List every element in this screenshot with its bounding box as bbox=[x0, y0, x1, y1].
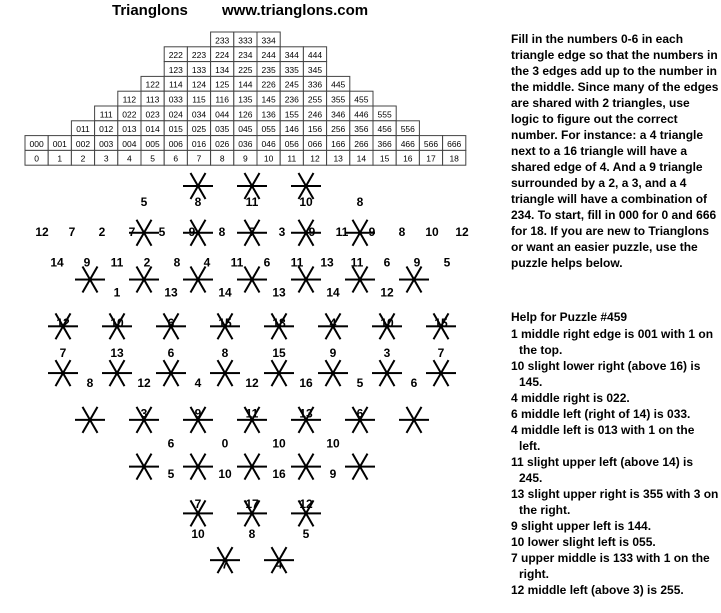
triangle-sum: 11 bbox=[230, 255, 244, 270]
combo-value: 355 bbox=[331, 94, 346, 105]
triangle-sum: 10 bbox=[299, 195, 313, 209]
combo-value: 222 bbox=[168, 50, 183, 61]
combo-value: 223 bbox=[191, 50, 207, 61]
help-item: 1 middle right edge is 001 with 1 on the top. bbox=[511, 327, 714, 357]
triangle-sum: 14 bbox=[50, 255, 64, 270]
triangle-sum: 2 bbox=[98, 225, 106, 240]
combo-value: 134 bbox=[215, 64, 230, 75]
combo-value: 012 bbox=[99, 124, 114, 135]
triangle-sum: 4 bbox=[203, 255, 211, 270]
triangle-sum: 13 bbox=[320, 255, 334, 270]
combo-value: 013 bbox=[122, 124, 137, 135]
combo-value: 556 bbox=[400, 124, 415, 135]
combo-value: 014 bbox=[145, 124, 160, 135]
combo-value: 112 bbox=[122, 94, 137, 105]
triangle-sum: 12 bbox=[245, 376, 259, 391]
combo-value: 225 bbox=[238, 64, 253, 75]
combo-value: 5 bbox=[150, 153, 155, 164]
triangle-sum: 5 bbox=[443, 255, 451, 270]
triangle-sum: 3 bbox=[383, 346, 391, 360]
combo-value: 125 bbox=[215, 79, 230, 90]
triangle-sum: 12 bbox=[455, 225, 469, 240]
combo-value: 466 bbox=[400, 138, 415, 149]
triangle-sum: 14 bbox=[218, 285, 232, 300]
triangle-sum: 6 bbox=[383, 255, 391, 270]
combo-value: 366 bbox=[377, 138, 392, 149]
combo-value: 003 bbox=[99, 138, 114, 149]
triangle-sum: 13 bbox=[164, 285, 178, 300]
triangle-sum: 12 bbox=[299, 497, 313, 511]
combo-value: 334 bbox=[261, 35, 276, 46]
triangle-sum: 12 bbox=[137, 376, 151, 391]
combo-value: 246 bbox=[307, 109, 323, 120]
combo-value: 335 bbox=[284, 64, 299, 75]
triangle-sum: 16 bbox=[299, 376, 313, 391]
combo-value: 555 bbox=[377, 109, 392, 120]
combo-value: 024 bbox=[168, 109, 183, 120]
combo-value: 566 bbox=[423, 138, 439, 149]
triangle-sum: 8 bbox=[221, 346, 229, 360]
combo-value: 256 bbox=[331, 124, 346, 135]
combo-value: 446 bbox=[354, 109, 369, 120]
triangle-sum: 13 bbox=[110, 346, 124, 360]
combo-value: 126 bbox=[238, 109, 253, 120]
triangle-sum: 13 bbox=[272, 285, 286, 300]
combo-value: 124 bbox=[191, 79, 207, 90]
triangle-sum: 8 bbox=[398, 225, 406, 240]
triangle-sum: 11 bbox=[350, 255, 364, 270]
combo-value: 136 bbox=[261, 109, 276, 120]
combo-value: 166 bbox=[331, 138, 346, 149]
combo-value: 344 bbox=[284, 50, 299, 61]
help-item: 11 slight upper left (above 14) is 245. bbox=[511, 455, 694, 485]
combo-value: 15 bbox=[379, 153, 390, 164]
combo-value: 17 bbox=[426, 153, 436, 164]
combo-value: 345 bbox=[307, 64, 323, 75]
combo-value: 025 bbox=[191, 124, 207, 135]
site-url: www.trianglons.com bbox=[222, 2, 369, 19]
triangle-sum: 6 bbox=[167, 346, 175, 360]
triangle-sum: 8 bbox=[86, 376, 94, 391]
help-item: 13 slight upper right is 355 with 3 on the right. bbox=[511, 487, 719, 517]
combo-value: 111 bbox=[99, 109, 113, 120]
combo-value: 066 bbox=[307, 138, 323, 149]
combo-value: 6 bbox=[173, 153, 179, 164]
triangle-sum: 11 bbox=[290, 255, 304, 270]
triangle-sum: 9 bbox=[329, 346, 337, 360]
help-item: 4 middle right is 022. bbox=[511, 391, 630, 405]
combo-value: 456 bbox=[377, 124, 392, 135]
triangle-sum: 0 bbox=[221, 436, 229, 451]
help-list bbox=[511, 326, 719, 598]
triangle-sum: 8 bbox=[248, 527, 256, 542]
combo-value: 336 bbox=[307, 79, 323, 90]
combo-value: 011 bbox=[76, 124, 90, 135]
combo-value: 046 bbox=[261, 138, 276, 149]
combo-value: 236 bbox=[284, 94, 299, 105]
combo-value: 001 bbox=[52, 138, 67, 149]
combo-value: 356 bbox=[354, 124, 369, 135]
triangle-sum: 7 bbox=[437, 346, 445, 360]
combo-value: 055 bbox=[261, 124, 276, 135]
triangle-sum: 15 bbox=[272, 346, 286, 360]
combo-value: 224 bbox=[215, 50, 230, 61]
triangle-sum: 2 bbox=[143, 255, 151, 270]
combo-value: 235 bbox=[261, 64, 276, 75]
triangle-sum: 9 bbox=[83, 255, 91, 270]
combo-value: 455 bbox=[354, 94, 369, 105]
triangle-sum: 4 bbox=[329, 315, 337, 330]
combo-value: 266 bbox=[354, 138, 369, 149]
combo-value: 035 bbox=[215, 124, 230, 135]
combo-value: 033 bbox=[168, 94, 183, 105]
combo-value: 244 bbox=[261, 50, 276, 61]
combo-value: 12 bbox=[310, 153, 320, 164]
triangle-sum: 5 bbox=[158, 225, 166, 240]
triangle-sum: 5 bbox=[167, 466, 175, 481]
triangle-sum: 8 bbox=[173, 255, 181, 270]
combo-value: 123 bbox=[168, 64, 183, 75]
combo-value: 045 bbox=[238, 124, 253, 135]
triangle-sum: 6 bbox=[167, 315, 175, 330]
combo-value: 036 bbox=[238, 138, 253, 149]
combo-value: 2 bbox=[80, 153, 86, 164]
triangle-sum: 11 bbox=[245, 195, 259, 209]
combo-value: 4 bbox=[127, 153, 132, 164]
triangle-sum: 12 bbox=[380, 285, 394, 300]
combo-value: 144 bbox=[238, 79, 253, 90]
triangle-sum: 10 bbox=[272, 436, 286, 451]
combo-value: 116 bbox=[215, 94, 229, 105]
triangle-sum: 9 bbox=[188, 225, 196, 240]
combo-value: 0 bbox=[34, 153, 39, 164]
combo-value: 13 bbox=[333, 153, 343, 164]
combo-value: 255 bbox=[307, 94, 323, 105]
combo-value: 115 bbox=[192, 94, 206, 105]
combo-value: 233 bbox=[215, 35, 230, 46]
triangle-sum: 7 bbox=[221, 557, 229, 572]
triangle-sum: 18 bbox=[272, 315, 286, 330]
combo-value: 156 bbox=[307, 124, 323, 135]
triangle-sum: 7 bbox=[194, 497, 202, 511]
triangle-sum: 8 bbox=[194, 195, 202, 209]
combo-value: 002 bbox=[75, 138, 91, 149]
combo-value: 023 bbox=[145, 109, 160, 120]
triangle-sum: 10 bbox=[380, 315, 394, 330]
combo-value: 18 bbox=[449, 153, 459, 164]
combo-value: 333 bbox=[238, 35, 253, 46]
combo-value: 016 bbox=[191, 138, 207, 149]
combo-value: 245 bbox=[284, 79, 299, 90]
triangle-sum: 13 bbox=[299, 406, 313, 421]
triangle-sum: 10 bbox=[218, 466, 232, 481]
triangle-sum: 9 bbox=[308, 225, 316, 240]
triangle-sum: 4 bbox=[275, 557, 283, 572]
combo-value: 146 bbox=[284, 124, 299, 135]
triangle-sum: 14 bbox=[326, 285, 340, 300]
combo-value: 9 bbox=[243, 153, 248, 164]
combo-value: 135 bbox=[238, 94, 253, 105]
help-item: 10 slight lower right (above 16) is 145. bbox=[511, 359, 701, 389]
triangle-sum: 10 bbox=[191, 527, 205, 542]
triangle-sum: 6 bbox=[167, 436, 175, 451]
help-item: 12 middle left (above 3) is 255. bbox=[511, 583, 684, 597]
triangle-sum: 3 bbox=[140, 406, 148, 421]
triangle-sum: 9 bbox=[413, 255, 421, 270]
triangle-sum: 16 bbox=[272, 466, 286, 481]
combo-value: 445 bbox=[331, 79, 346, 90]
combo-value: 034 bbox=[191, 109, 207, 120]
combo-value: 015 bbox=[168, 124, 183, 135]
help-item: 10 lower slight left is 055. bbox=[511, 535, 656, 549]
triangle-sum: 10 bbox=[110, 315, 124, 330]
triangle-sum: 15 bbox=[218, 315, 232, 330]
combo-value: 16 bbox=[403, 153, 413, 164]
triangle-sum: 9 bbox=[329, 466, 337, 481]
page-title: Trianglons bbox=[112, 2, 188, 19]
triangle-sum: 6 bbox=[410, 376, 418, 391]
combo-value: 226 bbox=[261, 79, 276, 90]
combo-value: 113 bbox=[145, 94, 160, 105]
combo-value: 114 bbox=[169, 79, 183, 90]
combo-value: 056 bbox=[284, 138, 299, 149]
triangle-sum: 12 bbox=[35, 225, 49, 240]
help-title: Help for Puzzle #459 bbox=[511, 310, 628, 324]
combo-value: 666 bbox=[447, 138, 462, 149]
triangle-sum: 3 bbox=[278, 225, 286, 240]
triangle-sum: 17 bbox=[245, 497, 259, 511]
triangle-sum: 15 bbox=[434, 315, 448, 330]
triangle-sum: 11 bbox=[110, 255, 124, 270]
combo-value: 145 bbox=[261, 94, 276, 105]
combo-value: 155 bbox=[284, 109, 299, 120]
triangle-sum: 7 bbox=[128, 225, 136, 240]
combo-value: 10 bbox=[263, 153, 274, 164]
combo-value: 026 bbox=[215, 138, 230, 149]
combo-value: 004 bbox=[122, 138, 137, 149]
triangle-sum: 5 bbox=[140, 195, 148, 209]
combo-value: 234 bbox=[238, 50, 253, 61]
triangle-sum: 7 bbox=[248, 225, 256, 240]
combo-value: 022 bbox=[122, 109, 137, 120]
help-item: 9 slight upper left is 144. bbox=[511, 519, 652, 533]
triangle-sum: 5 bbox=[356, 376, 364, 391]
triangle-sum: 7 bbox=[59, 346, 67, 360]
triangle-sum: 7 bbox=[68, 225, 76, 240]
help-item: 4 middle left is 013 with 1 on the left. bbox=[511, 423, 695, 453]
triangle-sum: 9 bbox=[194, 406, 202, 421]
combo-value: 7 bbox=[196, 153, 202, 164]
combo-value: 8 bbox=[219, 153, 225, 164]
combo-value: 044 bbox=[215, 109, 230, 120]
combo-value: 3 bbox=[103, 153, 109, 164]
combo-value: 122 bbox=[145, 79, 160, 90]
combo-value: 006 bbox=[168, 138, 183, 149]
combo-value: 14 bbox=[356, 153, 367, 164]
triangle-sum: 11 bbox=[245, 406, 259, 421]
combo-value: 444 bbox=[307, 50, 323, 61]
combo-value: 1 bbox=[57, 153, 63, 164]
instructions-text: Fill in the numbers 0-6 in each triangle edge so that the numbers in the 3 edges add up to the number in the middle. Since many of the edges are shared with 2 triangles, use logic to figure out the correct number. For instance: a 4 triangle next to a 16 triangle will have a shared edge of 4. And a 9 triangle surrounded by a 2, a 3, and a 4 triangle will have a combination of 234. To start, fill in 000 for 0 and 666 for 18. If you are new to Trianglons or want an easier puzzle, use the puzzle helps below. bbox=[511, 32, 719, 270]
combo-value: 005 bbox=[145, 138, 160, 149]
triangle-sum: 5 bbox=[302, 527, 310, 542]
help-item: 7 upper middle is 133 with 1 on the right. bbox=[511, 551, 710, 581]
triangle-sum: 6 bbox=[356, 406, 364, 421]
triangle-sum: 8 bbox=[218, 225, 226, 240]
triangle-sum: 4 bbox=[194, 376, 202, 391]
triangle-sum: 6 bbox=[263, 255, 271, 270]
triangle-sum: 1 bbox=[113, 285, 121, 300]
combo-value: 000 bbox=[29, 138, 44, 149]
triangle-sum: 9 bbox=[368, 225, 376, 240]
combo-value: 11 bbox=[287, 153, 297, 164]
help-item: 6 middle left (right of 14) is 033. bbox=[511, 407, 691, 421]
triangle-sum: 8 bbox=[356, 195, 364, 209]
triangle-sum: 12 bbox=[56, 315, 70, 330]
triangle-sum: 11 bbox=[335, 225, 349, 240]
triangle-sum: 10 bbox=[326, 436, 340, 451]
triangle-sum: 10 bbox=[425, 225, 439, 240]
combo-value: 346 bbox=[331, 109, 346, 120]
combo-value: 133 bbox=[191, 64, 207, 75]
